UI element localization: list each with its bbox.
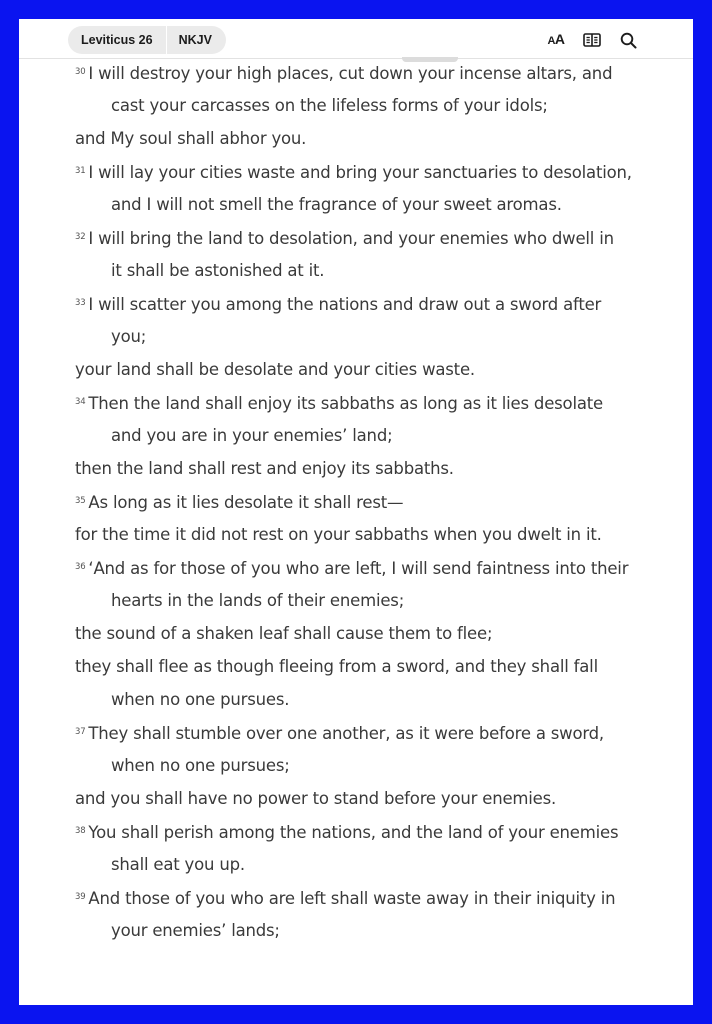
verse-continuation-line[interactable]: [75, 584, 675, 617]
verse-continuation-line[interactable]: [75, 122, 675, 155]
verse-text: hearts in the lands of their enemies;: [111, 591, 405, 610]
verse-line[interactable]: [75, 716, 675, 749]
verse-number: 30: [75, 67, 86, 77]
verse-continuation-line[interactable]: [75, 518, 675, 551]
verse-text: I will bring the land to desolation, and your enemies who dwell in: [88, 229, 614, 248]
verse-continuation-line[interactable]: [75, 782, 675, 815]
search-icon[interactable]: [618, 31, 638, 49]
verse-text: And those of you who are left shall waste away in their iniquity in: [88, 889, 616, 908]
verse-text: for the time it did not rest on your sabbaths when you dwelt in it.: [75, 525, 602, 544]
verse-line[interactable]: [75, 881, 675, 914]
reference-selector[interactable]: [68, 26, 226, 54]
verse-text: They shall stumble over one another, as it were before a sword,: [88, 724, 604, 743]
verse-text: I will lay your cities waste and bring your sanctuaries to desolation,: [88, 163, 632, 182]
verse-text: shall eat you up.: [111, 855, 245, 874]
verse-continuation-line[interactable]: [75, 452, 675, 485]
reader-window: [19, 19, 693, 1005]
verse-text: and I will not smell the fragrance of your sweet aromas.: [111, 195, 562, 214]
verse-text: it shall be astonished at it.: [111, 261, 325, 280]
verse-number: 39: [75, 892, 86, 902]
text-size-icon[interactable]: AA: [547, 31, 565, 47]
verse-text: I will destroy your high places, cut down your incense altars, and: [88, 64, 613, 83]
verse-number: 37: [75, 727, 86, 737]
verse-number: 35: [75, 496, 86, 506]
verse-number: 38: [75, 826, 86, 836]
verse-text: they shall flee as though fleeing from a sword, and they shall fall: [75, 657, 598, 676]
verse-continuation-line[interactable]: [75, 188, 675, 221]
scripture-text: [75, 56, 675, 947]
verse-line[interactable]: [75, 155, 675, 188]
verse-text: and you shall have no power to stand before your enemies.: [75, 789, 557, 808]
verse-continuation-line[interactable]: [75, 650, 675, 683]
verse-text: I will scatter you among the nations and draw out a sword after: [88, 295, 602, 314]
verse-text: cast your carcasses on the lifeless forms of your idols;: [111, 96, 548, 115]
verse-line[interactable]: [75, 221, 675, 254]
verse-continuation-line[interactable]: [75, 848, 675, 881]
verse-line[interactable]: [75, 551, 675, 584]
verse-number: 32: [75, 232, 86, 242]
verse-text: your land shall be desolate and your cities waste.: [75, 360, 475, 379]
verse-continuation-line[interactable]: [75, 914, 675, 947]
verse-text: then the land shall rest and enjoy its sabbaths.: [75, 459, 454, 478]
verse-continuation-line[interactable]: [75, 254, 675, 287]
verse-line[interactable]: [75, 815, 675, 848]
verse-text: You shall perish among the nations, and the land of your enemies: [88, 823, 619, 842]
verse-text: ‘And as for those of you who are left, I will send faintness into their: [88, 559, 629, 578]
verse-text: the sound of a shaken leaf shall cause them to flee;: [75, 624, 493, 643]
verse-text: and you are in your enemies’ land;: [111, 426, 393, 445]
verse-number: 31: [75, 166, 86, 176]
version-button[interactable]: NKJV: [178, 33, 212, 47]
verse-line[interactable]: [75, 56, 675, 89]
verse-continuation-line[interactable]: [75, 749, 675, 782]
verse-continuation-line[interactable]: [75, 353, 675, 386]
verse-continuation-line[interactable]: [75, 419, 675, 452]
verse-text: and My soul shall abhor you.: [75, 129, 307, 148]
verse-text: As long as it lies desolate it shall rest—: [88, 493, 404, 512]
verse-text: you;: [111, 327, 147, 346]
verse-number: 34: [75, 397, 86, 407]
verse-text: when no one pursues;: [111, 756, 290, 775]
verse-text: when no one pursues.: [111, 690, 290, 709]
verse-number: 36: [75, 562, 86, 572]
verse-text: Then the land shall enjoy its sabbaths as long as it lies desolate: [88, 394, 603, 413]
verse-continuation-line[interactable]: [75, 617, 675, 650]
book-icon[interactable]: [582, 31, 602, 49]
verse-line[interactable]: [75, 386, 675, 419]
top-bar: [19, 19, 693, 59]
book-chapter-button[interactable]: Leviticus 26: [81, 33, 153, 47]
verse-number: 33: [75, 298, 86, 308]
toolbar: [546, 31, 638, 49]
verse-continuation-line[interactable]: [75, 320, 675, 353]
verse-text: your enemies’ lands;: [111, 921, 280, 940]
verse-line[interactable]: [75, 287, 675, 320]
verse-continuation-line[interactable]: [75, 683, 675, 716]
verse-continuation-line[interactable]: [75, 89, 675, 122]
verse-line[interactable]: [75, 485, 675, 518]
